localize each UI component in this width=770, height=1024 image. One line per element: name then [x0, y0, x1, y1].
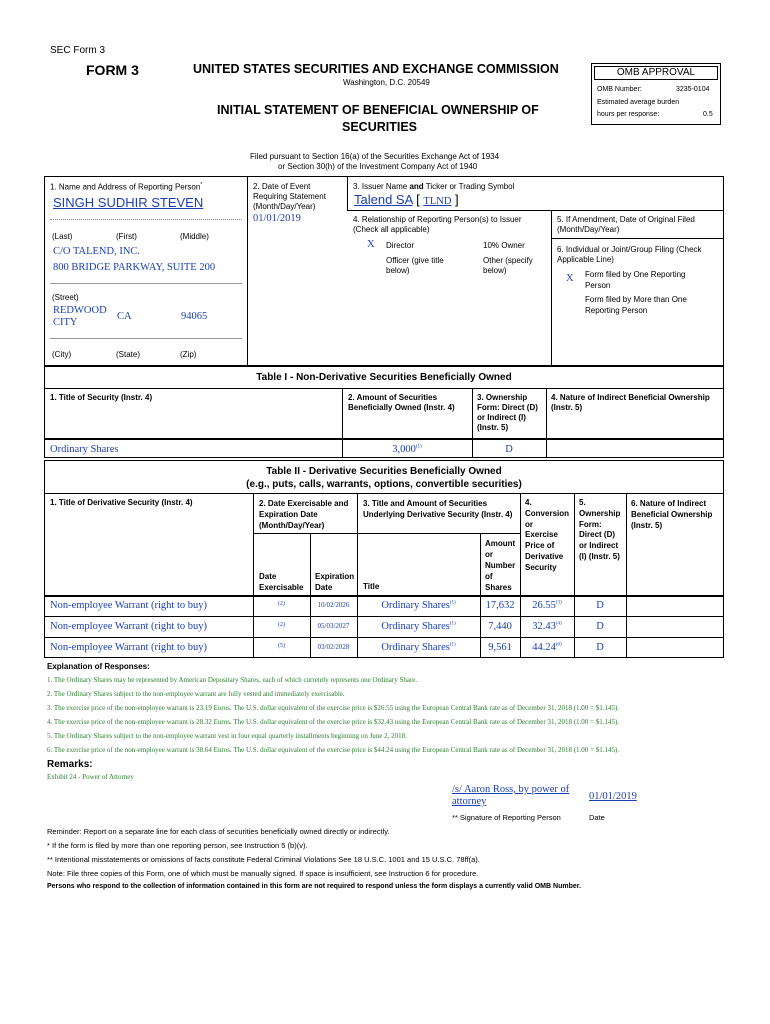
signature-label: ** Signature of Reporting Person [452, 813, 561, 822]
t2-row-exercisable: (5) [278, 643, 285, 649]
issuer-ticker[interactable]: TLND [423, 196, 452, 207]
t2-row-form: D [596, 600, 604, 611]
t2-row-title: Non-employee Warrant (right to buy) [50, 600, 207, 611]
footer-note-4: Persons who respond to the collection of information contained in this form are not required to respond unless the form displays a currently valid OMB Number. [47, 883, 582, 890]
omb-burden-label: Estimated average burden [597, 99, 680, 106]
t2-col-underlying: 3. Title and Amount of Securities Underlying Derivative Security (Instr. 4) [363, 499, 513, 519]
relationship-label: 4. Relationship of Reporting Person(s) to Issuer (Check all applicable) [353, 215, 522, 234]
state-value: CA [117, 311, 132, 322]
t1-row-amount: 3,000$^{(1)}$ [392, 444, 422, 455]
t2-col-nature: 6. Nature of Indirect Beneficial Ownership (Instr. 5) [631, 499, 713, 530]
t2-row-title: Non-employee Warrant (right to buy) [50, 642, 207, 653]
last-label: (Last) [52, 232, 73, 241]
t2-col-dates: 2. Date Exercisable and Expiration Date (Month/Day/Year) [259, 499, 349, 530]
event-date-value: 01/01/2019 [253, 213, 301, 224]
t2-sub-title: Title [363, 582, 380, 591]
t2-col-conversion: 4. Conversion or Exercise Price of Derivative Security [525, 498, 570, 572]
t1-row-form: D [505, 444, 513, 455]
t2-sub-date-exercisable: Date Exercisable [259, 572, 304, 592]
t1-col-amount: 2. Amount of Securities Beneficially Owned (Instr. 4) [348, 393, 455, 412]
footer-note-1: * If the form is filed by more than one reporting person, see Instruction 5 (b)(v). [47, 841, 308, 850]
one-person-label: Form filed by One Reporting Person [585, 270, 686, 290]
statement-title-line2: SECURITIES [342, 120, 418, 134]
t2-row-amount: 7,440 [488, 621, 512, 632]
t1-row-title: Ordinary Shares [50, 444, 119, 455]
omb-hours-value: 0.5 [703, 111, 713, 118]
t2-row-underlying: Ordinary Shares$^{(1)}$ [381, 642, 456, 653]
issuer-name[interactable]: Talend SA [354, 192, 413, 207]
filed-pursuant-line1: Filed pursuant to Section 16(a) of the Securities Exchange Act of 1934 [250, 152, 500, 161]
city-label: (City) [52, 350, 72, 359]
t2-row-underlying: Ordinary Shares$^{(1)}$ [381, 621, 456, 632]
omb-number-value: 3235-0104 [676, 86, 710, 93]
sec-form-label: SEC Form 3 [50, 45, 106, 56]
t2-row-expiration: 05/03/2027 [317, 622, 350, 630]
t2-row-title: Non-employee Warrant (right to buy) [50, 621, 207, 632]
t2-row-form: D [596, 621, 604, 632]
footer-reminder: Reminder: Report on a separate line for each class of securities beneficially owned directly or indirectly. [47, 827, 390, 836]
t2-row-exercisable: (2) [278, 622, 285, 628]
t1-col-nature: 4. Nature of Indirect Beneficial Ownership (Instr. 5) [551, 393, 710, 412]
omb-number-label: OMB Number: [597, 86, 642, 93]
t2-col-ownership: 5. Ownership Form: Direct (D) or Indirect (I) (Instr. 5) [579, 498, 621, 561]
t2-row-amount: 17,632 [485, 600, 515, 611]
explanation-item: 6. The exercise price of the non-employee warrant is 38.64 Euros. The U.S. dollar equivalent of the exercise price is $44.24 using the European Central Bank rate as of December 31, 2018 (1.00 = $1.145). [47, 746, 620, 754]
city-line2: CITY [53, 317, 78, 328]
one-person-checkmark[interactable]: X [566, 273, 574, 284]
zip-value: 94065 [181, 311, 208, 322]
other-label: Other (specify below) [483, 256, 533, 275]
t1-col-ownership: 3. Ownership Form: Direct (D) or Indirect (I) (Instr. 5) [477, 393, 538, 432]
explanation-item: 2. The Ordinary Shares subject to the non-employee warrant are fully vested and immediately exercisable. [47, 690, 345, 698]
officer-label: Officer (give title below) [386, 256, 444, 275]
street-label: (Street) [52, 293, 79, 302]
reporter-name[interactable]: SINGH SUDHIR STEVEN [53, 195, 204, 210]
signature-value[interactable]: /s/ Aaron Ross, by power of attorney [452, 784, 570, 807]
issuer-label: 3. Issuer Name and Ticker or Trading Symbol [353, 182, 515, 191]
t2-row-amount: 9,561 [488, 642, 512, 653]
address-line2: 800 BRIDGE PARKWAY, SUITE 200 [53, 262, 216, 273]
commission-city: Washington, D.C. 20549 [343, 78, 430, 87]
remarks-text: Exhibit 24 - Power of Attorney [47, 773, 134, 781]
statement-title-line1: INITIAL STATEMENT OF BENEFICIAL OWNERSHIP OF [217, 103, 539, 117]
t2-row-expiration: 03/02/2028 [317, 643, 350, 651]
omb-hours-label: hours per response: [597, 111, 660, 118]
filing-label: 6. Individual or Joint/Group Filing (Check Applicable Line) [557, 245, 702, 264]
signature-date-label: Date [589, 813, 605, 822]
footer-note-2: ** Intentional misstatements or omissions of facts constitute Federal Criminal Violations See 18 U.S.C. 1001 and 15 U.S.C. 78ff(a). [47, 855, 480, 864]
explanation-item: 4. The exercise price of the non-employee warrant is 28.32 Euros. The U.S. dollar equivalent of the exercise price is $32.43 using the European Central Bank rate as of December 31, 2018 (1.00 = $1.145). [47, 718, 620, 726]
t2-row-price: 44.24$^{(6)}$ [532, 642, 562, 653]
t2-row-exercisable: (2) [278, 601, 285, 607]
commission-title: UNITED STATES SECURITIES AND EXCHANGE COMMISSION [193, 62, 559, 76]
footer-note-3: Note: File three copies of this Form, one of which must be manually signed. If space is insufficient, see Instruction 6 for procedure. [47, 869, 479, 878]
director-checkmark[interactable]: X [367, 239, 375, 250]
explanation-item: 1. The Ordinary Shares may be represented by American Depositary Shares, each of which currently represents one Ordinary Share. [47, 676, 418, 684]
state-label: (State) [116, 350, 141, 359]
t1-col-title: 1. Title of Security (Instr. 4) [50, 393, 153, 402]
t2-row-form: D [596, 642, 604, 653]
t2-row-price: 26.55$^{(3)}$ [532, 600, 562, 611]
filed-pursuant-line2: or Section 30(h) of the Investment Company Act of 1940 [278, 162, 478, 171]
event-date-label: 2. Date of Event Requiring Statement (Month/Day/Year) [253, 182, 326, 211]
t2-row-underlying: Ordinary Shares$^{(1)}$ [381, 600, 456, 611]
t2-sub-expiration: Expiration Date [315, 572, 355, 592]
director-label: Director [386, 241, 415, 250]
remarks-title: Remarks: [47, 759, 93, 770]
t2-sub-amount: Amount or Number of Shares [485, 539, 516, 592]
zip-label: (Zip) [180, 350, 197, 359]
table-one-title: Table I - Non-Derivative Securities Beneficially Owned [256, 372, 512, 383]
issuer-name-line: Talend SA [ TLND ] [354, 192, 459, 207]
ten-percent-owner-label: 10% Owner [483, 241, 525, 250]
table-two-title: Table II - Derivative Securities Beneficially Owned (e.g., puts, calls, warrants, options, convertible securities) [246, 466, 522, 490]
explanation-title: Explanation of Responses: [47, 662, 150, 671]
t2-row-price: 32.43$^{(4)}$ [532, 621, 562, 632]
address-line1: C/O TALEND, INC. [53, 246, 141, 257]
t2-row-expiration: 10/02/2026 [317, 601, 350, 609]
signature-date[interactable]: 01/01/2019 [589, 791, 637, 802]
multiple-persons-label: Form filed by More than One Reporting Person [585, 295, 687, 315]
form-title: FORM 3 [86, 62, 139, 78]
first-label: (First) [116, 232, 137, 241]
middle-label: (Middle) [180, 232, 209, 241]
explanation-item: 3. The exercise price of the non-employee warrant is 23.19 Euros. The U.S. dollar equivalent of the exercise price is $26.55 using the European Central Bank rate as of December 31, 2018 (1.00 = $1.145). [47, 704, 620, 712]
omb-title: OMB APPROVAL [616, 67, 696, 78]
explanation-item: 5. The Ordinary Shares subject to the non-employee warrant vest in four equal quarterly installments beginning on June 2, 2018. [47, 732, 407, 740]
amendment-label: 5. If Amendment, Date of Original Filed (Month/Day/Year) [557, 215, 695, 234]
t2-col-title: 1. Title of Derivative Security (Instr. 4) [50, 498, 193, 507]
city-line1: REDWOOD [53, 305, 107, 316]
reporter-label: 1. Name and Address of Reporting Person* [50, 182, 203, 192]
